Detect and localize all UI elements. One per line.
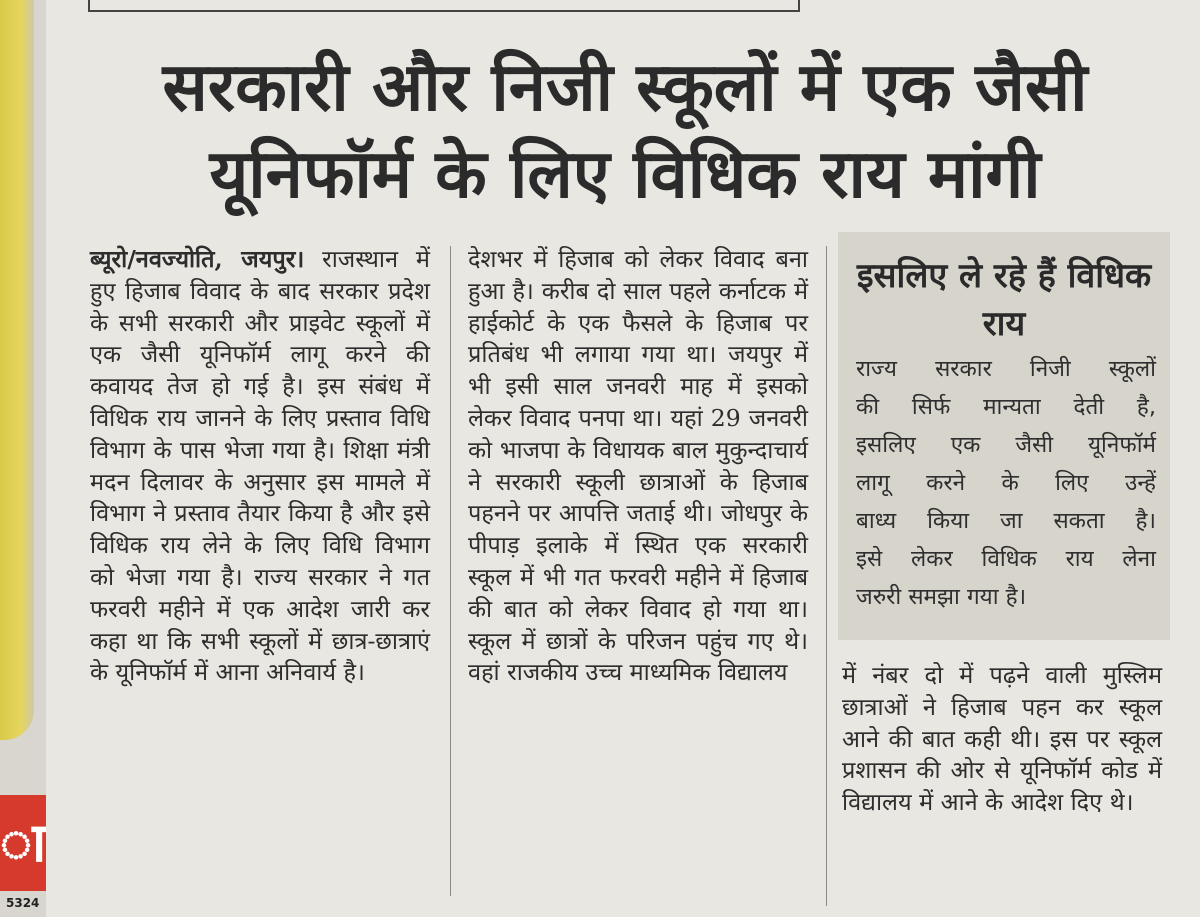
sidebar-line: लागू करने के लिए उन्हें (856, 470, 1156, 496)
article-column-2 (468, 244, 808, 689)
sidebar-line: बाध्य किया जा सकता है। (856, 508, 1156, 534)
sidebar-line: इसलिए एक जैसी यूनिफॉर्म (856, 432, 1156, 458)
top-box-border (88, 0, 800, 12)
sidebar-line: जरुरी समझा गया है। (856, 584, 1027, 610)
sidebar-box (838, 232, 1170, 640)
sidebar-title: इसलिए ले रहे हैं विधिक राय (856, 256, 1152, 344)
sidebar-line: इसे लेकर विधिक राय लेना (856, 546, 1156, 572)
article-headline: सरकारी और निजी स्कूलों में एक जैसी यूनिफॉर्म के लिए विधिक राय मांगी (162, 48, 1088, 213)
adjacent-page-edge (0, 0, 34, 740)
column-1-text: राजस्थान में हुए हिजाब विवाद के बाद सरकार प्रदेश के सभी सरकारी और प्राइवेट स्कूलों में एक जैसी यूनिफॉर्म लागू करने की कवायद तेज हो गई है। इस संबंध में विधिक राय जानने के लिए प्रस्ताव विधि विभाग के पास भेजा गया है। शिक्षा मंत्री मदन दिलावर के अनुसार इस मामले में विभाग ने प्रस्ताव तैयार किया है और इसे विधिक राय लेने के लिए विधि विभाग को भेजा गया है। राज्य सरकार ने गत फरवरी महीने में एक आदेश जारी कर कहा था कि सभी स्कूलों में छात्र-छात्राएं के यूनिफॉर्म में आना अनिवार्य है। (90, 245, 430, 687)
adjacent-red-label: ा (0, 795, 46, 891)
article-column-3 (842, 660, 1162, 819)
sidebar-line: की सिर्फ मान्यता देती है, (856, 394, 1156, 420)
sidebar-line: राज्य सरकार निजी स्कूलों (856, 356, 1156, 382)
dateline: ब्यूरो/नवज्योति, जयपुर। (90, 245, 305, 273)
column-3-text: में नंबर दो में पढ़ने वाली मुस्लिम छात्राओं ने हिजाब पहन कर स्कूल आने की बात कही थी। इस पर स्कूल प्रशासन की ओर से यूनिफॉर्म कोड में विद्यालय में आने के आदेश दिए थे। (842, 661, 1162, 817)
column-divider (450, 246, 451, 896)
sidebar-body (856, 350, 1156, 616)
column-divider (826, 246, 827, 906)
page-code: 5324 (6, 896, 40, 910)
column-2-text: देशभर में हिजाब को लेकर विवाद बना हुआ है। करीब दो साल पहले कर्नाटक में हाईकोर्ट के एक फैसले के हिजाब पर प्रतिबंध भी लगाया गया था। जयपुर में भी इसी साल जनवरी माह में इसको लेकर विवाद पनपा था। यहां 29 जनवरी को भाजपा के विधायक बाल मुकुन्दाचार्य ने सरकारी स्कूली छात्राओं के हिजाब पहनने पर आपत्ति जताई थी। जोधपुर के पीपाड़ इलाके में स्थित एक सरकारी स्कूल में भी गत फरवरी महीने में हिजाब की बात को लेकर विवाद हो गया था। स्कूल में छात्रों के परिजन पहुंच गए थे। वहां राजकीय उच्च माध्यमिक विद्यालय (468, 245, 808, 687)
article-column-1 (90, 244, 430, 689)
